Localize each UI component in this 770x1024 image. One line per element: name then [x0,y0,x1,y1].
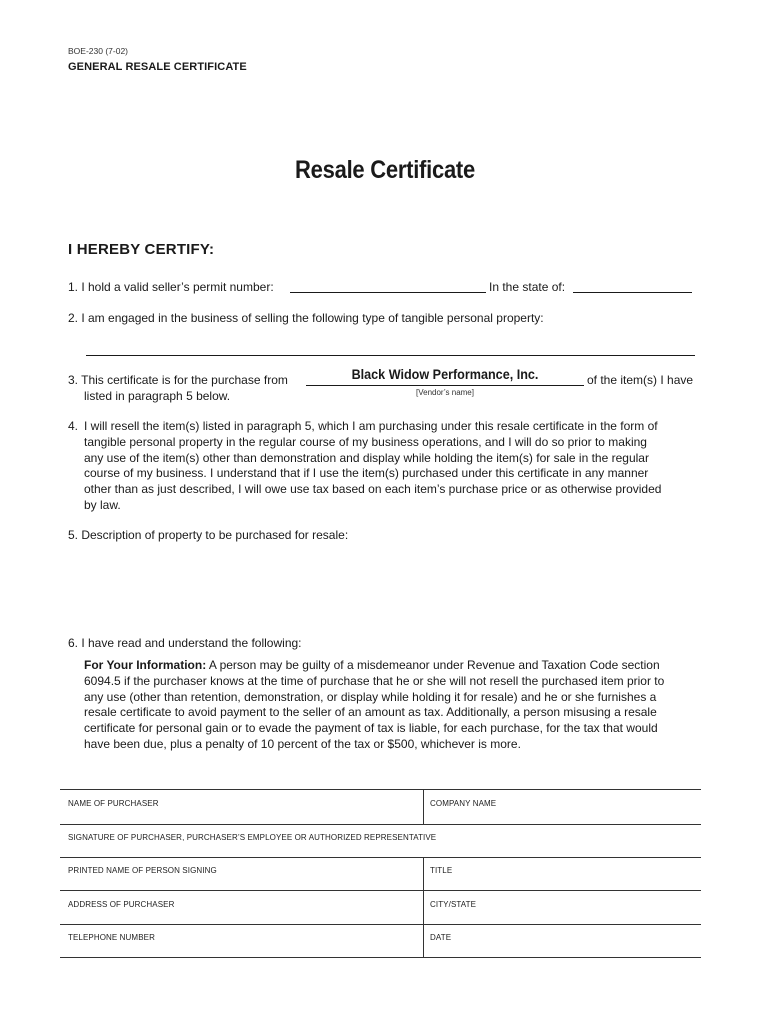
vendor-name-value: Black Widow Performance, Inc. [351,366,539,382]
paragraph-6: 6. I have read and understand the following: [68,636,302,650]
paragraph-4-number: 4. [68,419,79,433]
paragraph-1-text: 1. I hold a valid seller’s permit number: [68,280,274,294]
fyi-line: have been due, plus a penalty of 10 percent of the tax or $500, whichever is more. [84,736,521,751]
city-state-field[interactable] [424,890,701,924]
fyi-label: For Your Information: [84,658,207,672]
paragraph-4-line: tangible personal property in the regular course of my business operations, and I will do so prior to making [84,434,647,449]
signature-field[interactable] [60,824,701,857]
paragraph-1 [68,280,274,296]
title-label: TITLE [430,866,453,875]
property-type-field[interactable] [86,355,695,356]
certify-heading: I HEREBY CERTIFY: [68,241,215,258]
address-field[interactable] [60,890,423,924]
permit-number-field[interactable] [290,292,486,293]
state-field[interactable] [573,292,692,293]
fyi-line: A person may be guilty of a misdemeanor under Revenue and Taxation Code section [208,658,660,672]
name-of-purchaser-field[interactable] [60,789,423,824]
paragraph-3-text: 3. This certificate is for the purchase from [68,373,288,387]
paragraph-4 [84,419,704,514]
date-label: DATE [430,933,452,942]
fyi-block [84,658,704,753]
fyi-line: any use (other than retention, demonstration, or display while holding it for resale) and he or she furnishes a [84,689,657,704]
printed-name-label: PRINTED NAME OF PERSON SIGNING [68,866,217,875]
name-of-purchaser-label: NAME OF PURCHASER [68,799,159,808]
paragraph-4-line: by law. [84,497,121,512]
signature-label: SIGNATURE OF PURCHASER, PURCHASER’S EMPLOYEE OR AUTHORIZED REPRESENTATIVE [68,833,437,842]
address-label: ADDRESS OF PURCHASER [68,900,175,909]
fyi-line: certificate for personal gain or to evade the payment of tax is liable, for each purchase, for the tax that would [84,721,658,736]
telephone-label: TELEPHONE NUMBER [68,933,155,942]
paragraph-4-line: other than as just described, I will owe use tax based on each item’s purchase price or as otherwise provided [84,482,662,497]
company-name-field[interactable] [424,789,701,824]
page-title: Resale Certificate [295,156,475,184]
vendor-name-caption: [Vendor’s name] [416,388,474,397]
paragraph-3-text-end: of the item(s) I have [587,373,694,387]
city-state-label: CITY/STATE [430,900,477,909]
property-description-field[interactable] [68,548,701,628]
printed-name-field[interactable] [60,857,423,890]
form-code: BOE-230 (7-02) [68,46,128,56]
telephone-field[interactable] [60,924,423,957]
paragraph-4-line: I will resell the item(s) listed in paragraph 5, which I am purchasing under this resale certificate in the form of [84,419,658,433]
paragraph-3-text-line2: listed in paragraph 5 below. [84,389,231,403]
paragraph-1-state-label: In the state of: [489,280,566,294]
title-field[interactable] [424,857,701,890]
form-name: GENERAL RESALE CERTIFICATE [68,61,247,73]
fyi-line: 6094.5 if the purchaser knows at the time of purchase that he or she will not resell the purchased item prior to [84,673,665,688]
paragraph-5: 5. Description of property to be purchased for resale: [68,528,349,542]
vendor-name-field[interactable] [306,385,584,386]
paragraph-4-line: any use of the item(s) other than demonstration and display while holding the item(s) for sale in the regular [84,450,649,465]
table-bottom-border [60,957,701,958]
company-name-label: COMPANY NAME [430,799,497,808]
paragraph-4-line: course of my business. I understand that if I use the item(s) purchased under this certificate in any manner [84,466,649,481]
date-field[interactable] [424,924,701,957]
paragraph-2: 2. I am engaged in the business of selling the following type of tangible personal property: [68,311,544,325]
fyi-line: resale certificate to avoid payment to the seller of an amount as tax. Additionally, a person misusing a resale [84,705,657,720]
